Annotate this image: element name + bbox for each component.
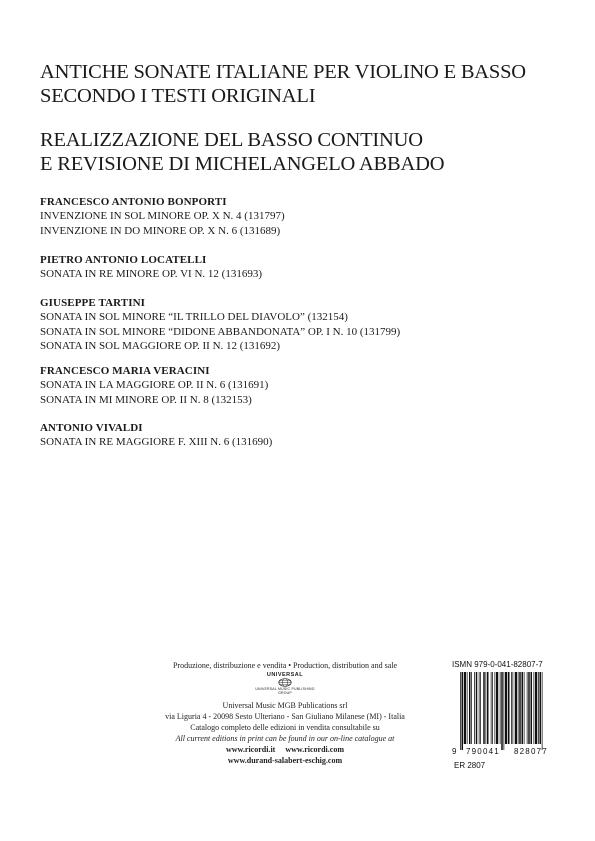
universal-globe-icon xyxy=(278,678,292,687)
catalogue-note-it: Catalogo completo delle edizioni in vendita consultabile su xyxy=(190,723,380,732)
barcode-bar xyxy=(535,672,537,744)
barcode-bar xyxy=(524,672,525,744)
link-ricordi-it[interactable]: www.ricordi.it xyxy=(226,745,276,754)
work-item: SONATA IN SOL MINORE “DIDONE ABBANDONATA” OP. I N. 10 (131799) xyxy=(40,325,401,338)
work-item: SONATA IN MI MINORE OP. II N. 8 (132153) xyxy=(40,393,252,406)
barcode-bar xyxy=(534,672,535,744)
series-title xyxy=(40,60,580,108)
barcode-area xyxy=(452,660,572,771)
barcode-bar xyxy=(492,672,493,744)
composer-block-bonporti xyxy=(40,195,580,238)
barcode-bar xyxy=(508,672,510,744)
catalogue-note-en: All current editions in print can be found in our on-line catalogue at xyxy=(175,734,395,743)
company-name: Universal Music MGB Publications srl xyxy=(222,701,348,710)
barcode-bar xyxy=(542,672,543,750)
series-subtitle-line-1: REALIZZAZIONE DEL BASSO CONTINUO xyxy=(40,129,423,151)
barcode-bar xyxy=(491,672,492,744)
barcode-bar xyxy=(469,672,471,744)
barcode-bar xyxy=(528,672,530,744)
barcode-bar xyxy=(531,672,533,744)
series-subtitle-line-2: E REVISIONE DI MICHELANGELO ABBADO xyxy=(40,153,445,175)
composer-block-tartini xyxy=(40,296,580,354)
barcode-bar xyxy=(538,672,539,744)
composer-name: GIUSEPPE TARTINI xyxy=(40,297,146,309)
barcode-bar xyxy=(471,672,472,744)
composer-name: PIETRO ANTONIO LOCATELLI xyxy=(40,254,207,266)
barcode-bar xyxy=(479,672,480,744)
barcode-bar xyxy=(522,672,524,744)
barcode-digit-lead: 9 xyxy=(452,747,457,756)
barcode-bar xyxy=(460,672,461,750)
barcode-bar xyxy=(501,672,503,750)
work-item: SONATA IN RE MINORE OP. VI N. 12 (131693) xyxy=(40,268,262,280)
barcode-bar xyxy=(519,672,521,744)
barcode-bar xyxy=(462,672,464,750)
work-item: INVENZIONE IN SOL MINORE OP. X N. 4 (131797) xyxy=(40,210,285,222)
production-line: Produzione, distribuzione e vendita • Production, distribution and sale xyxy=(172,661,398,670)
link-ricordi-com[interactable]: www.ricordi.com xyxy=(285,745,344,754)
website-links xyxy=(160,744,410,755)
barcode-digits-right: 828077 xyxy=(514,747,548,756)
barcode-bar xyxy=(467,672,468,744)
barcode-image xyxy=(452,672,570,756)
composer-block-veracini xyxy=(40,364,580,407)
catalogue-number: ER 2807 xyxy=(454,761,486,770)
barcode-bar xyxy=(495,672,496,744)
work-item: INVENZIONE IN DO MINORE OP. X N. 6 (131689) xyxy=(40,224,281,237)
barcode-bar xyxy=(496,672,498,744)
composer-name: FRANCESCO MARIA VERACINI xyxy=(40,365,210,377)
barcode-bar xyxy=(515,672,517,744)
logo-subtext: UNIVERSAL MUSIC PUBLISHING GROUP xyxy=(255,687,315,695)
barcode-bar xyxy=(487,672,489,744)
work-item: SONATA IN SOL MINORE “IL TRILLO DEL DIAVOLO” (132154) xyxy=(40,311,348,323)
barcode-bar xyxy=(476,672,478,744)
barcode-bar xyxy=(540,672,542,744)
barcode-bar xyxy=(511,672,512,744)
composer-name: ANTONIO VIVALDI xyxy=(40,422,143,434)
series-title-line-1: ANTICHE SONATE ITALIANE PER VIOLINO E BASSO xyxy=(40,61,526,83)
barcode-bar xyxy=(474,672,475,744)
work-item: SONATA IN RE MAGGIORE F. XIII N. 6 (131690) xyxy=(40,436,273,448)
universal-logo xyxy=(255,672,315,698)
barcode-bar xyxy=(464,672,466,744)
barcode-bar xyxy=(513,672,514,744)
series-title-line-2: SECONDO I TESTI ORIGINALI xyxy=(40,85,316,107)
barcode-bar xyxy=(483,672,485,744)
company-address: via Liguria 4 - 20098 Sesto Ulteriano - San Giuliano Milanese (MI) - Italia xyxy=(165,712,405,721)
link-durand[interactable]: www.durand-salabert-eschig.com xyxy=(227,756,343,765)
composer-block-vivaldi xyxy=(40,421,580,450)
logo-wordmark: UNIVERSAL xyxy=(266,672,304,678)
composer-block-locatelli xyxy=(40,253,580,282)
barcode-bar xyxy=(504,672,505,750)
barcode-bar xyxy=(518,672,519,744)
ismn-label: ISMN 979-0-041-82807-7 xyxy=(452,660,543,669)
barcode-bar xyxy=(505,672,507,744)
barcode-bar xyxy=(527,672,528,744)
publisher-imprint xyxy=(160,660,410,766)
barcode-bar xyxy=(500,672,501,744)
series-subtitle xyxy=(40,128,580,176)
work-item: SONATA IN SOL MAGGIORE OP. II N. 12 (131692) xyxy=(40,340,281,352)
barcode-bar xyxy=(486,672,487,744)
composer-name: FRANCESCO ANTONIO BONPORTI xyxy=(40,196,227,208)
barcode-digits-left: 790041 xyxy=(466,747,500,756)
work-item: SONATA IN LA MAGGIORE OP. II N. 6 (131691) xyxy=(40,379,269,391)
barcode-bar xyxy=(480,672,481,744)
